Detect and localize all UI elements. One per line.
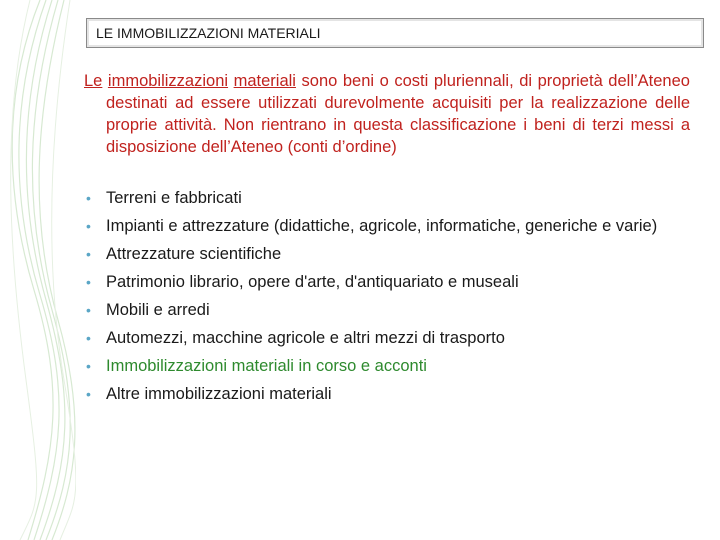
list-item-text: Automezzi, macchine agricole e altri mezzi di trasporto xyxy=(106,329,505,347)
list-item xyxy=(86,272,691,292)
intro-word-materiali: materiali xyxy=(233,72,296,90)
asset-category-list xyxy=(86,188,691,404)
slide-title: LE IMMOBILIZZAZIONI MATERIALI xyxy=(96,25,321,41)
list-item-highlighted xyxy=(86,356,691,376)
list-item-text: Altre immobilizzazioni materiali xyxy=(106,385,332,403)
list-item xyxy=(86,244,691,264)
bullet-icon: • xyxy=(86,302,91,318)
decorative-swirl-lines xyxy=(0,0,76,540)
intro-word-le: Le xyxy=(84,72,103,90)
bullet-icon: • xyxy=(86,246,91,262)
bullet-icon: • xyxy=(86,330,91,346)
list-item-text: Patrimonio librario, opere d'arte, d'antiquariato e museali xyxy=(106,273,519,291)
slide-title-box xyxy=(86,18,704,48)
bullet-icon: • xyxy=(86,386,91,402)
bullet-icon: • xyxy=(86,218,91,234)
intro-word-immobilizzazioni: immobilizzazioni xyxy=(107,72,229,90)
bullet-icon: • xyxy=(86,190,91,206)
intro-paragraph xyxy=(84,70,690,158)
bullet-icon: • xyxy=(86,274,91,290)
list-item-text: Impianti e attrezzature (didattiche, agricole, informatiche, generiche e varie) xyxy=(106,217,658,235)
list-item xyxy=(86,328,691,348)
list-item xyxy=(86,300,691,320)
list-item xyxy=(86,188,691,208)
list-item xyxy=(86,384,691,404)
list-item-text: Mobili e arredi xyxy=(106,301,210,319)
list-item xyxy=(86,216,691,236)
list-item-text: Attrezzature scientifiche xyxy=(106,245,282,263)
list-item-text: Immobilizzazioni materiali in corso e acconti xyxy=(106,357,427,375)
list-item-text: Terreni e fabbricati xyxy=(106,189,242,207)
intro-rest: sono beni o costi pluriennali, di proprietà dell’Ateneo destinati ad essere utilizzati durevolmente acquisiti per la realizzazione delle proprie attività. Non rientrano in questa classificazione i beni di terzi messi a disposizione dell’Ateneo (conti d’ordine) xyxy=(106,72,690,156)
bullet-icon: • xyxy=(86,358,91,374)
